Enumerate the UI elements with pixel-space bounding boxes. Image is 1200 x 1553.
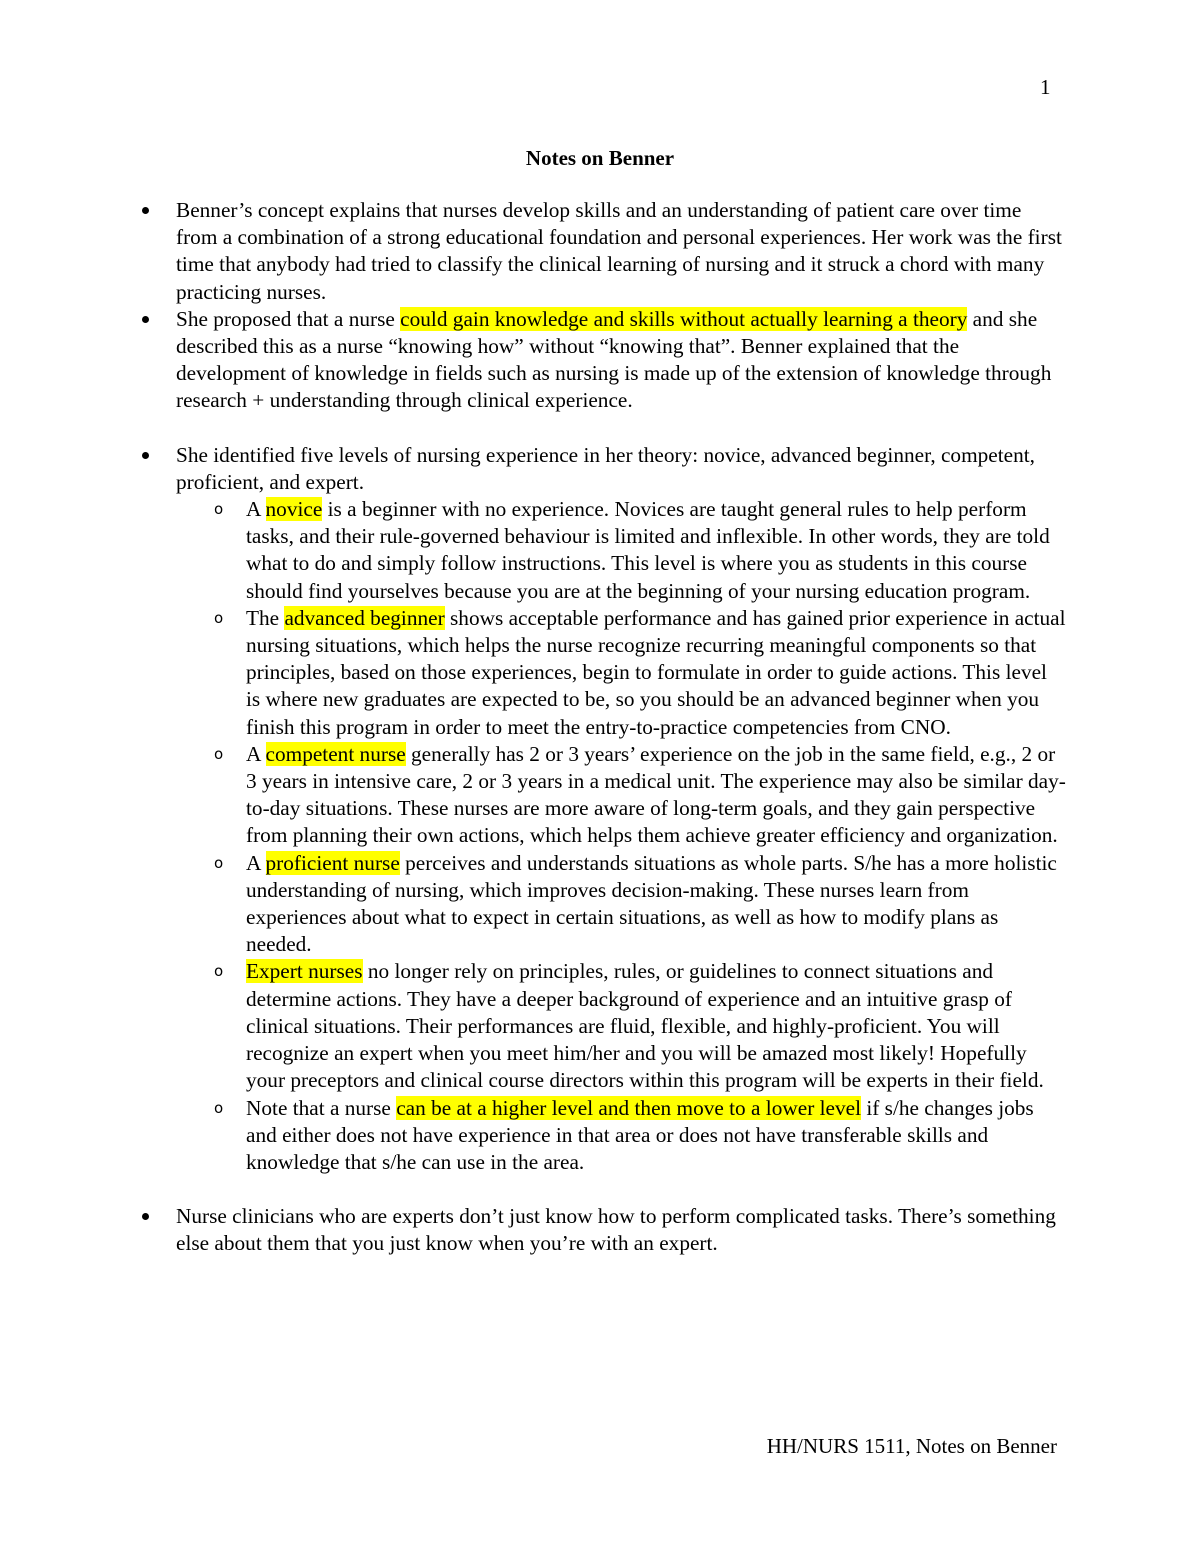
sub-bullet-text: perceives and understands situations as whole parts. S/he has a more holistic understanding of nursing, which improves decision-making. These nurses learn from experiences about what to expect in certain situations, as well as how to modify plans as needed. bbox=[246, 850, 1057, 957]
sub-bullet-item bbox=[141, 496, 1066, 605]
sub-bullet-item bbox=[141, 605, 1066, 741]
highlighted-text: novice bbox=[265, 497, 323, 522]
sub-bullet-text: no longer rely on principles, rules, or guidelines to connect situations and determine actions. They have a deeper background of experience and an intuitive grasp of clinical situations. Their performances are fluid, flexible, and highly-proficient. You will recognize an expert when you meet him/her and you will be amazed most likely! Hopefully your preceptors and clinical course directors within this program will be experts in their field. bbox=[246, 959, 1044, 1093]
bullet-item bbox=[141, 197, 1066, 306]
sub-bullet-text: A bbox=[246, 741, 266, 766]
highlighted-text: could gain knowledge and skills without actually learning a theory bbox=[400, 306, 968, 331]
sub-bullet-text: Note that a nurse bbox=[246, 1095, 397, 1120]
highlighted-text: competent nurse bbox=[265, 741, 406, 766]
bullet-text: Nurse clinicians who are experts don’t just know how to perform complicated tasks. There’s something else about them that you just know when you’re with an expert. bbox=[176, 1204, 1056, 1256]
sub-bullet-text: is a beginner with no experience. Novices are taught general rules to help perform tasks, and their rule-governed behaviour is limited and inflexible. In other words, they are told what to do and simply follow instructions. This level is where you as students in this course should find yourselves because you are at the beginning of your nursing education program. bbox=[246, 497, 1050, 603]
sub-bullet-item bbox=[141, 1095, 1066, 1177]
document-title: Notes on Benner bbox=[525, 146, 675, 170]
levels-sublist bbox=[141, 496, 1066, 1176]
sub-bullet-text: The bbox=[246, 605, 285, 630]
sub-bullet-text: shows acceptable performance and has gained prior experience in actual nursing situations, which helps the nurse recognize recurring meaningful components so that principles, based on those experiences, begin to formulate in order to guide actions. This level is where new graduates are expected to be, so you should be an advanced beginner when you finish this program in order to meet the entry-to-practice competencies from CNO. bbox=[246, 605, 1066, 739]
bullet-item bbox=[141, 442, 1066, 1176]
page-number: 1 bbox=[1040, 75, 1051, 99]
sub-bullet-text: A bbox=[246, 497, 266, 522]
bullet-item bbox=[141, 306, 1066, 415]
highlighted-text: can be at a higher level and then move to a lower level bbox=[396, 1095, 862, 1120]
highlighted-text: proficient nurse bbox=[265, 850, 400, 875]
bullet-text: She proposed that a nurse bbox=[176, 306, 401, 331]
bullet-text: She identified five levels of nursing experience in her theory: novice, advanced beginner, competent, proficient, and expert. bbox=[176, 442, 1035, 494]
sub-bullet-text: if s/he changes jobs and either does not have experience in that area or does not have transferable skills and knowledge that s/he can use in the area. bbox=[246, 1095, 1034, 1174]
sub-bullet-item bbox=[141, 741, 1066, 850]
sub-bullet-item bbox=[141, 958, 1066, 1094]
document-body bbox=[141, 197, 1066, 1258]
bullet-text: Benner’s concept explains that nurses develop skills and an understanding of patient care over time from a combination of a strong educational foundation and personal experiences. Her work was the first time that anybody had tried to classify the clinical learning of nursing and it struck a chord with many practicing nurses. bbox=[176, 198, 1062, 304]
bullet-text: and she described this as a nurse “knowing how” without “knowing that”. Benner explained that the development of knowledge in fields such as nursing is made up of the extension of knowledge through research + understanding through clinical experience. bbox=[176, 306, 1052, 413]
highlighted-text: advanced beginner bbox=[284, 605, 445, 630]
sub-bullet-text: generally has 2 or 3 years’ experience on the job in the same field, e.g., 2 or 3 years in intensive care, 2 or 3 years in a medical unit. The experience may also be similar day-to-day situations. These nurses are more aware of long-term goals, and they gain perspective from planning their own actions, which helps them achieve greater efficiency and organization. bbox=[246, 741, 1066, 848]
bullet-item bbox=[141, 1203, 1066, 1257]
sub-bullet-item bbox=[141, 850, 1066, 959]
page-footer: HH/NURS 1511, Notes on Benner bbox=[766, 1434, 1057, 1458]
sub-bullet-text: A bbox=[246, 850, 266, 875]
main-bullet-list bbox=[141, 197, 1066, 1258]
highlighted-text: Expert nurses bbox=[246, 959, 363, 984]
